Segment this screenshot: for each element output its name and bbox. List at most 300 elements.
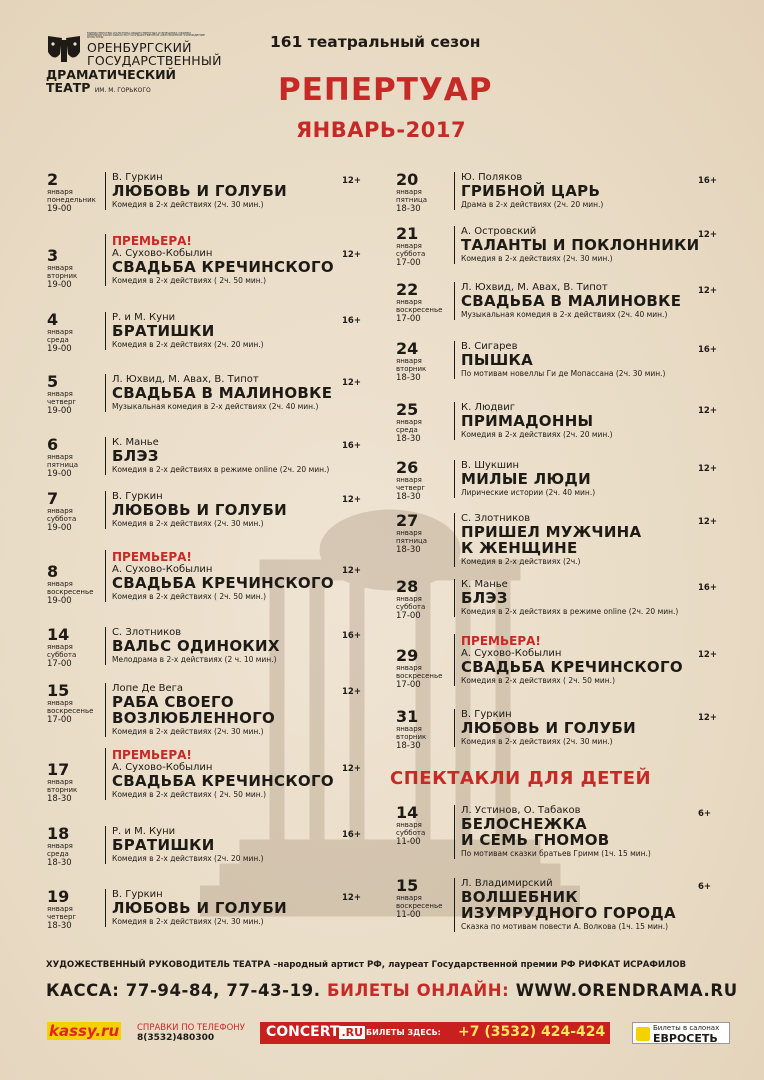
divider-line [105, 627, 106, 665]
author: В. Гуркин [112, 889, 163, 900]
age-rating: 12+ [698, 230, 717, 240]
date-day: 14 [396, 803, 419, 822]
date-weekday: суббота [47, 515, 77, 523]
date-weekday: суббота [47, 651, 77, 659]
age-rating: 12+ [342, 566, 361, 576]
date-month: января [396, 821, 422, 829]
page-title: РЕПЕРТУАР [278, 72, 493, 108]
performance-description: Комедия в 2-х действиях в режиме online (2ч. 20 мин.) [461, 607, 679, 616]
date-day: 25 [396, 400, 419, 419]
date-weekday: вторник [396, 365, 427, 373]
performance-info [461, 709, 693, 747]
age-rating: 12+ [342, 250, 361, 260]
date-time: 18-30 [47, 921, 72, 931]
author: Р. и М. Куни [112, 826, 176, 837]
premiere-badge: ПРЕМЬЕРА! [112, 550, 192, 564]
performance-info [112, 437, 344, 475]
premiere-badge: ПРЕМЬЕРА! [461, 634, 541, 648]
performance-title: И СЕМЬ ГНОМОВ [461, 831, 610, 849]
date-time: 18-30 [396, 492, 421, 502]
date-time: 19-00 [47, 280, 72, 290]
performance-title: СВАДЬБА КРЕЧИНСКОГО [461, 658, 683, 676]
date-day: 4 [47, 310, 59, 329]
performance-description: Комедия в 2-х действиях (2ч. 30 мин.) [461, 254, 613, 263]
logo-line-3: ДРАМАТИЧЕСКИЙ [46, 67, 177, 82]
date-month: января [47, 778, 73, 786]
date-month: января [396, 418, 422, 426]
performance-description: Музыкальная комедия в 2-х действиях (2ч. 40 мин.) [461, 310, 668, 319]
divider-line [105, 312, 106, 350]
author: Л. Устинов, О. Табаков [461, 805, 581, 816]
date-time: 18-30 [47, 858, 72, 868]
author: А. Сухово-Кобылин [112, 248, 213, 259]
performance-description: Комедия в 2-х действиях (2ч. 20 мин.) [112, 854, 264, 863]
date-day: 24 [396, 339, 419, 358]
age-rating: 12+ [342, 687, 361, 697]
date-day: 31 [396, 707, 419, 726]
date-weekday: воскресенье [396, 672, 443, 680]
performance-title: ВАЛЬС ОДИНОКИХ [112, 637, 280, 655]
divider-line [105, 550, 106, 602]
date-day: 7 [47, 489, 59, 508]
date-month: января [47, 188, 73, 196]
euroset-name: ЕВРОСЕТЬ [653, 1032, 718, 1045]
performance-title: СВАДЬБА В МАЛИНОВКЕ [112, 384, 333, 402]
box-office-line [46, 981, 738, 1000]
performance-title: БЛЭЗ [461, 589, 508, 607]
logo-line-4: ТЕАТР ИМ. М. ГОРЬКОГО [46, 80, 151, 95]
author: А. Сухово-Кобылин [112, 564, 213, 575]
performance-title: СВАДЬБА КРЕЧИНСКОГО [112, 574, 334, 592]
performance-description: Мелодрама в 2-х действиях (2 ч. 10 мин.) [112, 655, 277, 664]
date-weekday: вторник [396, 733, 427, 741]
date-day: 22 [396, 280, 419, 299]
date-block [396, 648, 456, 690]
age-rating: 16+ [698, 176, 717, 186]
performance-info [112, 172, 344, 210]
date-month: января [396, 357, 422, 365]
performance-description: Комедия в 2-х действиях (2ч. 20 мин.) [461, 430, 613, 439]
date-block [47, 826, 107, 868]
performance-title: МИЛЫЕ ЛЮДИ [461, 470, 591, 488]
date-time: 17-00 [396, 258, 421, 268]
divider-line [454, 513, 455, 567]
performance-description: Комедия в 2-х действиях ( 2ч. 50 мин.) [461, 676, 615, 685]
age-rating: 16+ [342, 830, 361, 840]
date-time: 19-00 [47, 204, 72, 214]
date-month: января [47, 699, 73, 707]
date-block [396, 341, 456, 383]
date-time: 17-00 [47, 715, 72, 725]
online-tickets-label: БИЛЕТЫ ОНЛАЙН: [327, 981, 510, 1000]
date-day: 15 [47, 681, 70, 700]
premiere-badge: ПРЕМЬЕРА! [112, 234, 192, 248]
date-weekday: воскресенье [47, 588, 94, 596]
date-time: 17-00 [396, 314, 421, 324]
performance-info [112, 312, 344, 350]
concert-ru-banner[interactable] [260, 1022, 610, 1044]
date-weekday: среда [396, 426, 418, 434]
performance-title: К ЖЕНЩИНЕ [461, 539, 578, 557]
author: К. Манье [461, 579, 508, 590]
age-rating: 12+ [698, 406, 717, 416]
theatre-logo [46, 32, 226, 95]
date-month: января [396, 529, 422, 537]
divider-line [105, 889, 106, 927]
date-weekday: воскресенье [396, 306, 443, 314]
date-weekday: воскресенье [396, 902, 443, 910]
date-block [47, 172, 107, 214]
date-block [47, 248, 107, 290]
date-day: 6 [47, 435, 59, 454]
performance-title: СВАДЬБА КРЕЧИНСКОГО [112, 772, 334, 790]
performance-info [112, 826, 344, 864]
date-day: 21 [396, 224, 419, 243]
performance-description: Комедия в 2-х действиях (2ч. 30 мин.) [461, 737, 613, 746]
age-rating: 12+ [698, 286, 717, 296]
performance-description: Комедия в 2-х действиях (2ч.) [461, 557, 581, 566]
performance-description: Комедия в 2-х действиях (2ч. 20 мин.) [112, 340, 264, 349]
date-day: 5 [47, 372, 59, 391]
date-weekday: среда [47, 336, 69, 344]
euroset-label: Билеты в салонах [653, 1024, 720, 1032]
date-weekday: четверг [47, 913, 77, 921]
date-block [396, 579, 456, 621]
divider-line [105, 826, 106, 864]
date-time: 19-00 [47, 596, 72, 606]
performance-info [461, 282, 693, 320]
date-time: 18-30 [396, 204, 421, 214]
date-block [47, 491, 107, 533]
date-month: января [47, 580, 73, 588]
date-month: января [47, 453, 73, 461]
date-time: 18-30 [396, 434, 421, 444]
date-weekday: пятница [47, 461, 79, 469]
divider-line [454, 709, 455, 747]
date-weekday: суббота [396, 250, 426, 258]
date-block [47, 762, 107, 804]
performance-description: Комедия в 2-х действиях ( 2ч. 50 мин.) [112, 276, 266, 285]
date-weekday: суббота [396, 829, 426, 837]
divider-line [105, 374, 106, 412]
date-month: января [47, 643, 73, 651]
performance-title: БЛЭЗ [112, 447, 159, 465]
logo-line-1: ОРЕНБУРГСКИЙ [87, 40, 192, 55]
concert-phone: +7 (3532) 424-424 [458, 1024, 606, 1040]
performance-description: Лирические истории (2ч. 40 мин.) [461, 488, 596, 497]
date-month: января [47, 328, 73, 336]
date-block [396, 513, 456, 555]
date-time: 18-30 [396, 545, 421, 555]
performance-description: Комедия в 2-х действиях (2ч. 30 мин.) [112, 727, 264, 736]
sponsors-strip [40, 1020, 730, 1046]
date-weekday: воскресенье [47, 707, 94, 715]
author: В. Гуркин [461, 709, 512, 720]
author: Л. Юхвид, М. Авах, В. Типот [461, 282, 608, 293]
performance-title: БЕЛОСНЕЖКА [461, 815, 587, 833]
date-day: 29 [396, 646, 419, 665]
performance-title: ЛЮБОВЬ И ГОЛУБИ [112, 182, 287, 200]
divider-line [454, 282, 455, 320]
divider-line [105, 748, 106, 800]
performance-info [112, 234, 344, 286]
performance-description: Сказка по мотивам повести А. Волкова (1ч. 15 мин.) [461, 922, 669, 931]
performance-description: Комедия в 2-х действиях ( 2ч. 50 мин.) [112, 790, 266, 799]
date-time: 19-00 [47, 406, 72, 416]
date-month: января [396, 894, 422, 902]
date-block [396, 878, 456, 920]
author: Р. и М. Куни [112, 312, 176, 323]
performance-description: По мотивам новеллы Ги де Мопассана (2ч. 30 мин.) [461, 369, 666, 378]
date-time: 19-00 [47, 344, 72, 354]
date-day: 14 [47, 625, 70, 644]
date-weekday: четверг [47, 398, 77, 406]
divider-line [105, 491, 106, 529]
date-day: 3 [47, 246, 59, 265]
date-block [396, 172, 456, 214]
performance-title: ЛЮБОВЬ И ГОЛУБИ [112, 501, 287, 519]
date-day: 15 [396, 876, 419, 895]
divider-line [454, 226, 455, 264]
performance-info [112, 627, 344, 665]
box-office-phones: КАССА: 77-94-84, 77-43-19. [46, 981, 321, 1000]
date-month: января [47, 905, 73, 913]
concert-logo-ru: .RU [341, 1026, 364, 1039]
divider-line [105, 234, 106, 286]
performance-title: ПРИМАДОННЫ [461, 412, 594, 430]
date-time: 17-00 [396, 680, 421, 690]
date-time: 19-00 [47, 469, 72, 479]
author: Ю. Поляков [461, 172, 523, 183]
date-month: января [396, 664, 422, 672]
age-rating: 6+ [698, 809, 712, 819]
performance-info [112, 748, 344, 800]
info-phone-number: 8(3532)480300 [137, 1033, 215, 1043]
website-link[interactable]: WWW.ORENDRAMA.RU [515, 981, 738, 1000]
age-rating: 12+ [698, 464, 717, 474]
divider-line [105, 437, 106, 475]
age-rating: 6+ [698, 882, 712, 892]
author: А. Сухово-Кобылин [112, 762, 213, 773]
date-month: января [396, 188, 422, 196]
date-time: 17-00 [396, 611, 421, 621]
age-rating: 16+ [698, 583, 717, 593]
date-day: 19 [47, 887, 70, 906]
performance-info [461, 513, 693, 567]
performance-title: ИЗУМРУДНОГО ГОРОДА [461, 904, 676, 922]
theatre-masks-icon [46, 32, 82, 68]
performance-title: ВОЗЛЮБЛЕННОГО [112, 709, 276, 727]
date-time: 18-30 [396, 373, 421, 383]
divider-line [454, 579, 455, 617]
divider-line [454, 805, 455, 859]
date-block [47, 627, 107, 669]
age-rating: 12+ [698, 517, 717, 527]
performance-title: РАБА СВОЕГО [112, 693, 234, 711]
performance-title: ТАЛАНТЫ И ПОКЛОННИКИ [461, 236, 700, 254]
date-month: января [396, 298, 422, 306]
performance-info [461, 579, 693, 617]
performance-description: Комедия в 2-х действиях (2ч. 30 мин.) [112, 917, 264, 926]
divider-line [105, 172, 106, 210]
age-rating: 16+ [342, 631, 361, 641]
date-weekday: вторник [47, 272, 78, 280]
date-block [47, 374, 107, 416]
performance-title: ГРИБНОЙ ЦАРЬ [461, 182, 601, 200]
concert-logo: CONCERT .RU [266, 1024, 364, 1040]
age-rating: 12+ [342, 495, 361, 505]
age-rating: 12+ [342, 378, 361, 388]
performance-title: ЛЮБОВЬ И ГОЛУБИ [461, 719, 636, 737]
date-time: 17-00 [47, 659, 72, 669]
date-block [47, 437, 107, 479]
age-rating: 16+ [698, 345, 717, 355]
performance-description: Комедия в 2-х действиях (2ч. 30 мин.) [112, 200, 264, 209]
euroset-banner[interactable] [632, 1022, 730, 1044]
date-block [396, 460, 456, 502]
performance-title: СВАДЬБА В МАЛИНОВКЕ [461, 292, 682, 310]
date-month: января [47, 507, 73, 515]
date-day: 17 [47, 760, 70, 779]
author: В. Гуркин [112, 491, 163, 502]
author: Л. Юхвид, М. Авах, В. Типот [112, 374, 259, 385]
date-weekday: пятница [396, 537, 428, 545]
performance-info [461, 402, 693, 440]
performance-info [461, 878, 693, 932]
date-day: 27 [396, 511, 419, 530]
date-time: 18-30 [47, 794, 72, 804]
date-weekday: пятница [396, 196, 428, 204]
age-rating: 12+ [342, 176, 361, 186]
date-block [47, 889, 107, 931]
date-day: 28 [396, 577, 419, 596]
divider-line [454, 878, 455, 932]
author: К. Манье [112, 437, 159, 448]
performance-info [461, 460, 693, 498]
performance-info [461, 341, 693, 379]
date-month: января [396, 242, 422, 250]
divider-line [105, 683, 106, 737]
info-phone-label: СПРАВКИ ПО ТЕЛЕФОНУ [137, 1023, 245, 1033]
date-block [396, 805, 456, 847]
kassy-logo[interactable]: kassy.ru [49, 1022, 120, 1040]
ministry-small-text: МИНИСТЕРСТВО КУЛЬТУРЫ ОБЩЕСТВЕННЫХ И ВНЕШНИХ СВЯЗЕЙ ОРЕНБУРГСКОЙ ОБЛАСТИ ГОСУДАРСТВЕННОЕ АВТОНОМНОЕ УЧРЕЖДЕНИЕ КУЛЬТУРЫ [87, 32, 205, 39]
performance-description: Комедия в 2-х действиях ( 2ч. 50 мин.) [112, 592, 266, 601]
performance-title: БРАТИШКИ [112, 836, 215, 854]
date-month: января [47, 390, 73, 398]
age-rating: 16+ [342, 316, 361, 326]
season-label: 161 театральный сезон [270, 33, 481, 51]
date-time: 11-00 [396, 910, 421, 920]
date-weekday: среда [47, 850, 69, 858]
performance-title: СВАДЬБА КРЕЧИНСКОГО [112, 258, 334, 276]
performance-info [112, 889, 344, 927]
age-rating: 12+ [342, 893, 361, 903]
date-month: января [396, 595, 422, 603]
date-time: 18-30 [396, 741, 421, 751]
kids-section-header: СПЕКТАКЛИ ДЛЯ ДЕТЕЙ [390, 768, 652, 789]
date-block [396, 226, 456, 268]
logo-line-2: ГОСУДАРСТВЕННЫЙ [87, 53, 222, 68]
divider-line [454, 402, 455, 440]
tickets-here-label: БИЛЕТЫ ЗДЕСЬ: [366, 1028, 441, 1037]
performance-description: Комедия в 2-х действиях в режиме online (2ч. 20 мин.) [112, 465, 330, 474]
performance-title: БРАТИШКИ [112, 322, 215, 340]
performance-info [461, 805, 693, 859]
performance-info [461, 226, 700, 264]
date-day: 18 [47, 824, 70, 843]
date-weekday: четверг [396, 484, 426, 492]
date-block [47, 683, 107, 725]
divider-line [454, 341, 455, 379]
date-block [396, 282, 456, 324]
performance-title: ЛЮБОВЬ И ГОЛУБИ [112, 899, 287, 917]
euroset-icon [636, 1027, 650, 1041]
date-block [47, 564, 107, 606]
age-rating: 12+ [698, 713, 717, 723]
age-rating: 12+ [698, 650, 717, 660]
date-month: января [396, 476, 422, 484]
premiere-badge: ПРЕМЬЕРА! [112, 748, 192, 762]
date-block [396, 709, 456, 751]
performance-info [112, 550, 344, 602]
author: А. Островский [461, 226, 537, 237]
performance-title: ВОЛШЕБНИК [461, 888, 578, 906]
author: К. Людвиг [461, 402, 515, 413]
author: В. Шукшин [461, 460, 520, 471]
author: Л. Владимирский [461, 878, 553, 889]
author: А. Сухово-Кобылин [461, 648, 562, 659]
divider-line [454, 460, 455, 498]
author: Лопе Де Вега [112, 683, 184, 694]
performance-description: Музыкальная комедия в 2-х действиях (2ч. 40 мин.) [112, 402, 319, 411]
date-block [396, 402, 456, 444]
performance-info [461, 634, 693, 686]
performance-description: Драма в 2-х действиях (2ч. 20 мин.) [461, 200, 604, 209]
performance-description: По мотивам сказки братьев Гримм (1ч. 15 мин.) [461, 849, 651, 858]
performance-title: ПРИШЕЛ МУЖЧИНА [461, 523, 642, 541]
date-month: января [47, 842, 73, 850]
date-day: 8 [47, 562, 59, 581]
date-month: января [396, 725, 422, 733]
date-time: 19-00 [47, 523, 72, 533]
performance-info [112, 374, 344, 412]
date-block [47, 312, 107, 354]
author: С. Злотников [112, 627, 182, 638]
logo-line-4-small: ИМ. М. ГОРЬКОГО [94, 87, 151, 94]
author: В. Сигарев [461, 341, 518, 352]
author: В. Гуркин [112, 172, 163, 183]
date-month: января [47, 264, 73, 272]
performance-info [112, 491, 344, 529]
performance-info [461, 172, 693, 210]
date-time: 11-00 [396, 837, 421, 847]
month-title: ЯНВАРЬ-2017 [296, 118, 467, 142]
date-weekday: понедельник [47, 196, 96, 204]
author: С. Злотников [461, 513, 531, 524]
divider-line [454, 172, 455, 210]
artistic-director-line: ХУДОЖЕСТВЕННЫЙ РУКОВОДИТЕЛЬ ТЕАТРА –народный артист РФ, лауреат Государственной премии РФ РИФКАТ ИСРАФИЛОВ [46, 960, 687, 970]
date-day: 2 [47, 170, 59, 189]
age-rating: 12+ [342, 764, 361, 774]
divider-line [454, 634, 455, 686]
date-weekday: вторник [47, 786, 78, 794]
info-phone-block [137, 1023, 249, 1043]
age-rating: 16+ [342, 441, 361, 451]
date-day: 20 [396, 170, 419, 189]
date-day: 26 [396, 458, 419, 477]
performance-info [112, 683, 344, 737]
